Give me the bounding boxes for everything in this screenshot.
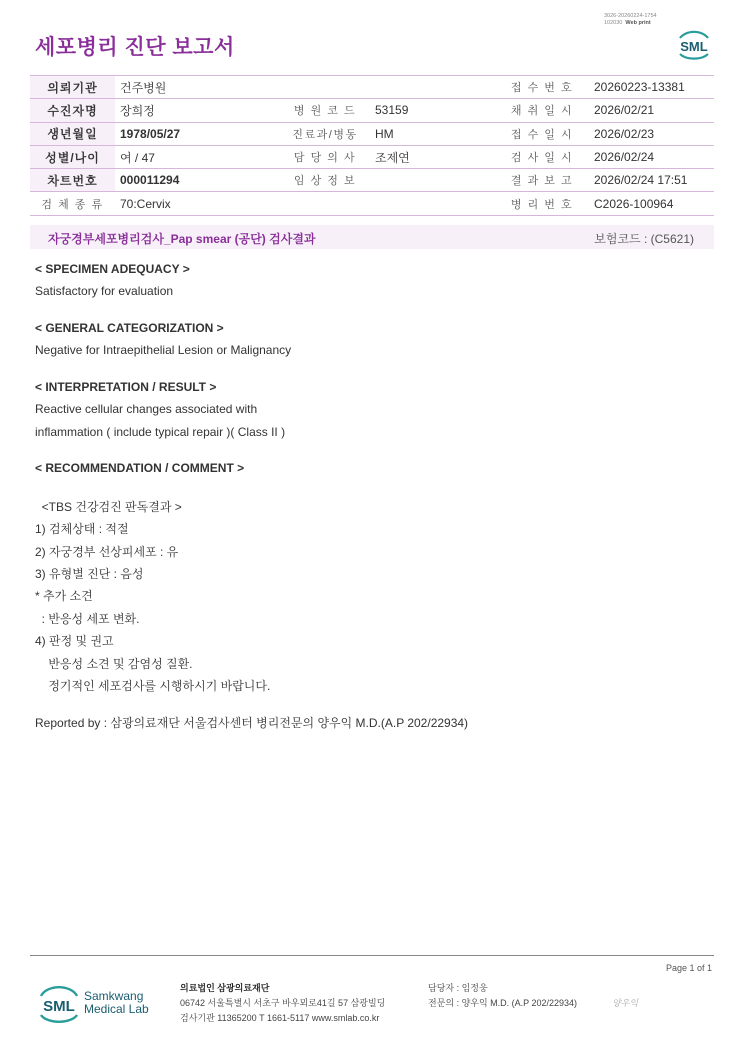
footer-divider (30, 955, 714, 956)
info-value: 2026/02/24 17:51 (589, 169, 714, 192)
specimen-adequacy-text: Satisfactory for evaluation (35, 284, 174, 298)
logo-top-text: SML (680, 39, 708, 54)
info-value: 건주병원 (115, 76, 280, 99)
info-row (30, 169, 714, 192)
staff-line: 담당자 : 임정웅 (428, 983, 488, 993)
info-row (30, 99, 714, 122)
sml-logo-bottom-icon (36, 982, 82, 1026)
comment-line: 2) 자궁경부 선상피세포 : 유 (35, 545, 179, 559)
print-code-line1: 3026-20260224-1754 (604, 13, 657, 19)
info-label: 생년월일 (30, 122, 115, 145)
info-label: 성별/나이 (30, 145, 115, 168)
info-label (280, 76, 370, 99)
info-value (370, 76, 495, 99)
info-label: 임 상 정 보 (280, 169, 370, 192)
lab-name (84, 990, 149, 1016)
comment-line: 4) 판정 및 권고 (35, 634, 114, 648)
info-value: 2026/02/23 (589, 122, 714, 145)
info-label: 의뢰기관 (30, 76, 115, 99)
comment-line: 1) 검체상태 : 적절 (35, 522, 129, 536)
info-value: 1978/05/27 (115, 122, 280, 145)
general-categorization-text: Negative for Intraepithelial Lesion or Malignancy (35, 343, 292, 357)
info-value: HM (370, 122, 495, 145)
interpretation-line-2: inflammation ( include typical repair )( Class II ) (35, 425, 286, 439)
interpretation-line-1: Reactive cellular changes associated with (35, 402, 258, 416)
recommendation-header: < RECOMMENDATION / COMMENT > (35, 461, 245, 475)
info-label: 진료과/병동 (280, 122, 370, 145)
insurance-code: 보험코드 : (C5621) (594, 232, 694, 246)
specimen-adequacy-header: < SPECIMEN ADEQUACY > (35, 262, 190, 276)
lab-name-line1: Samkwang (84, 989, 144, 1003)
info-row (30, 145, 714, 168)
info-label: 병 리 번 호 (495, 192, 589, 215)
info-value: 2026/02/21 (589, 99, 714, 122)
info-label: 담 당 의 사 (280, 145, 370, 168)
info-label: 수진자명 (30, 99, 115, 122)
org-address: 06742 서울특별시 서초구 바우뫼로41길 57 삼광빌딩 (180, 998, 386, 1008)
info-value: 조제연 (370, 145, 495, 168)
signature: 양우익 (612, 999, 639, 1009)
info-value (370, 169, 495, 192)
comment-line: 3) 유형별 진단 : 음성 (35, 567, 144, 581)
info-value: 70:Cervix (115, 192, 280, 215)
print-code-line2: 102030 (604, 20, 623, 26)
logo-bottom-text: SML (43, 998, 75, 1015)
page-title: 세포병리 진단 보고서 (35, 36, 235, 59)
test-name: 자궁경부세포병리검사_Pap smear (공단) 검사결과 (48, 232, 316, 246)
reported-by: Reported by : 삼광의료재단 서울검사센터 병리전문의 양우익 M.D.(A.P 202/22934) (35, 716, 469, 730)
print-code-tag: Web print (625, 20, 651, 26)
info-row (30, 122, 714, 145)
patient-info-table (30, 75, 714, 216)
info-value: 53159 (370, 99, 495, 122)
comment-line: * 추가 소견 (35, 589, 93, 603)
info-value: 2026/02/24 (589, 145, 714, 168)
info-row (30, 76, 714, 99)
info-label: 검 사 일 시 (495, 145, 589, 168)
lab-name-line2: Medical Lab (84, 1002, 149, 1016)
info-label: 병 원 코 드 (280, 99, 370, 122)
info-label: 채 취 일 시 (495, 99, 589, 122)
comment-line: : 반응성 세포 변화. (35, 612, 140, 626)
info-label: 결 과 보 고 (495, 169, 589, 192)
specialist-line: 전문의 : 양우익 M.D. (A.P 202/22934) (428, 998, 578, 1008)
print-code (604, 13, 657, 27)
org-name: 의료법인 삼광의료재단 (180, 983, 270, 993)
info-value: 장희정 (115, 99, 280, 122)
info-label: 검 체 종 류 (30, 192, 115, 215)
info-value: 여 / 47 (115, 145, 280, 168)
org-contact: 검사기관 11365200 T 1661-5117 www.smlab.co.kr (180, 1013, 380, 1023)
comment-line: 반응성 소견 및 감염성 질환. (35, 657, 193, 671)
sml-logo-top-icon (674, 26, 714, 62)
info-value: 20260223-13381 (589, 76, 714, 99)
info-label: 접 수 일 시 (495, 122, 589, 145)
test-banner (30, 225, 714, 249)
general-categorization-header: < GENERAL CATEGORIZATION > (35, 321, 224, 335)
info-value (370, 192, 495, 215)
page-number: Page 1 of 1 (665, 963, 712, 973)
info-value: 000011294 (115, 169, 280, 192)
comment-line: 정기적인 세포검사를 시행하시기 바랍니다. (35, 679, 271, 693)
info-label: 차트번호 (30, 169, 115, 192)
info-value: C2026-100964 (589, 192, 714, 215)
interpretation-header: < INTERPRETATION / RESULT > (35, 380, 217, 394)
info-row (30, 192, 714, 215)
comment-line: <TBS 건강검진 판독결과 > (35, 500, 182, 514)
info-label: 접 수 번 호 (495, 76, 589, 99)
info-label (280, 192, 370, 215)
